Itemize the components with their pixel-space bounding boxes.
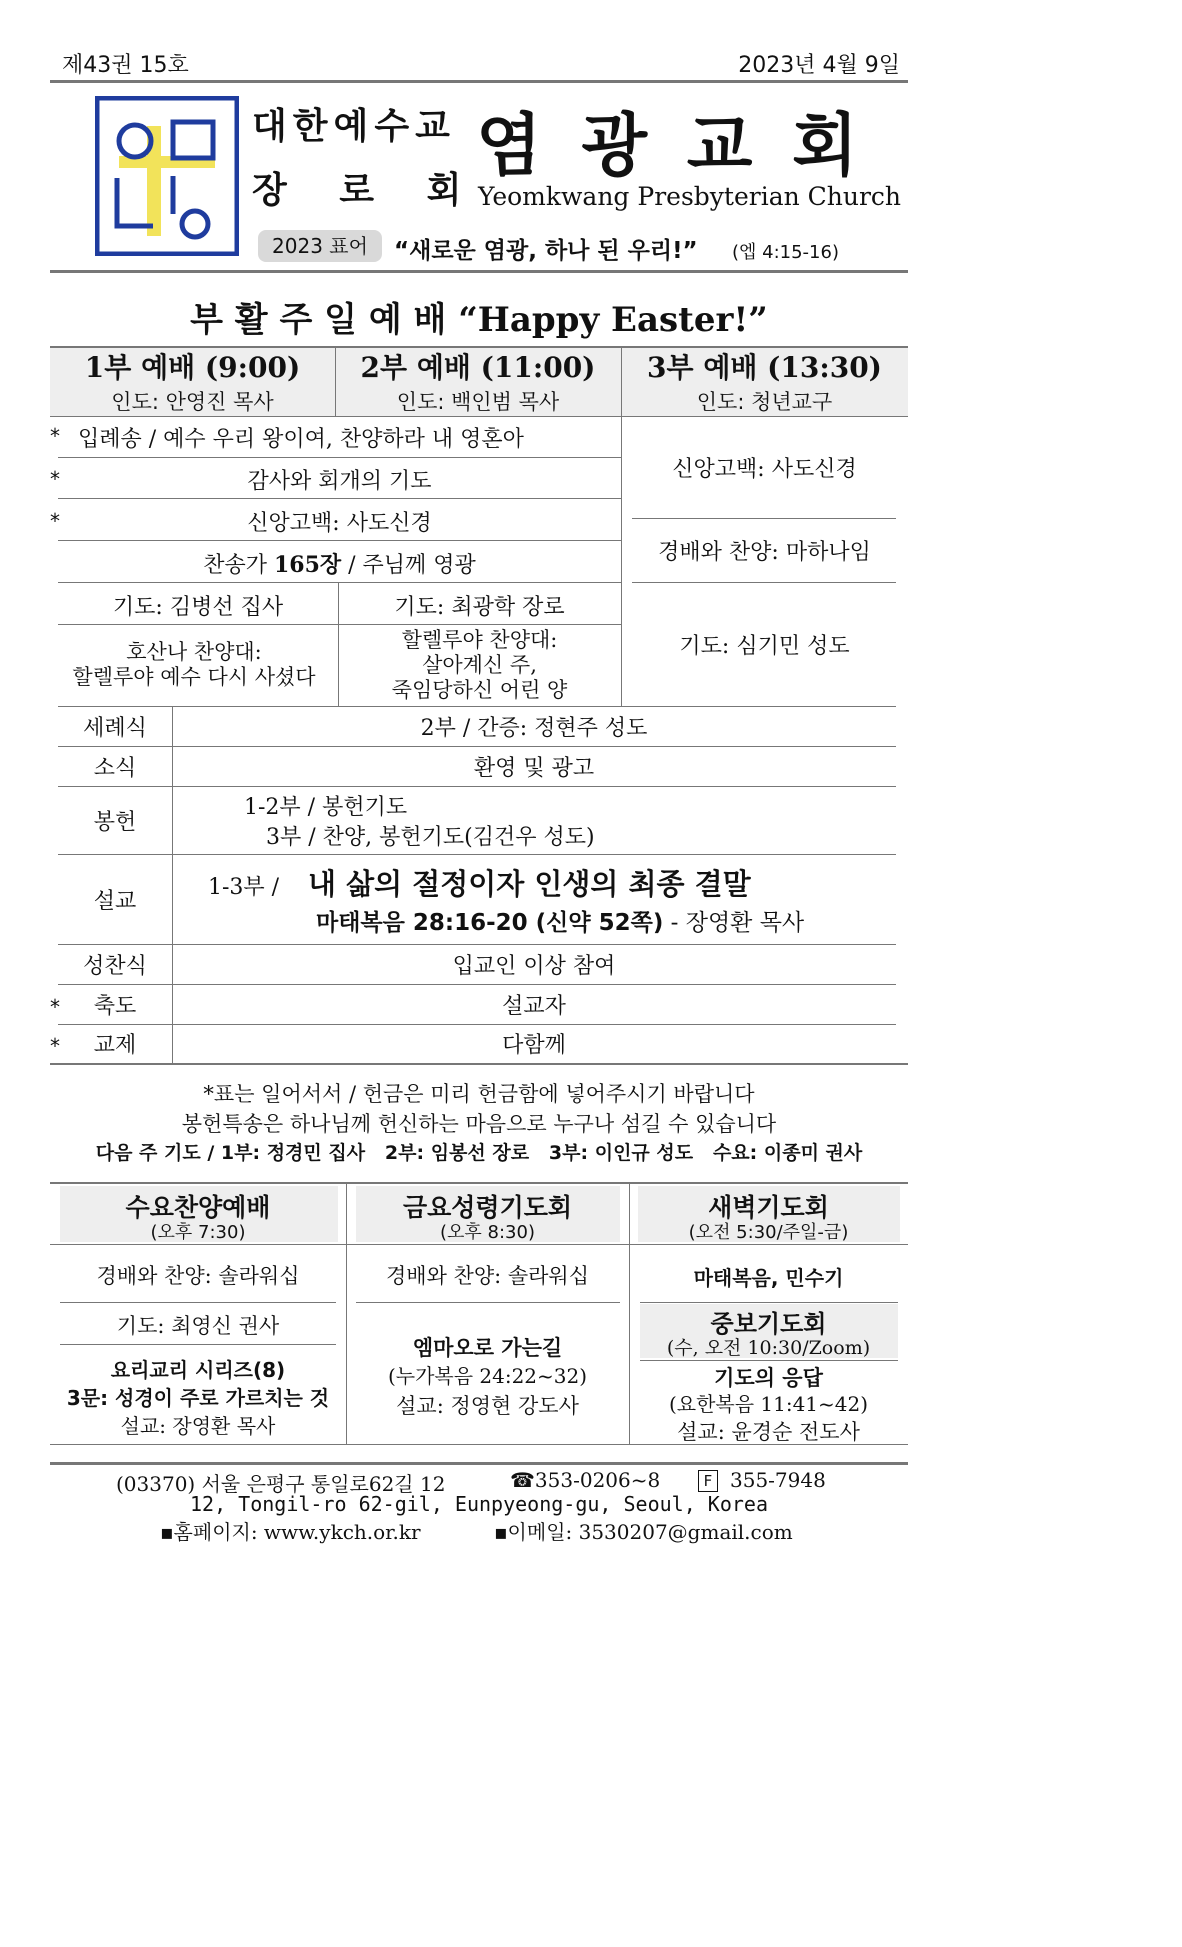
wed-rule-2 <box>60 1344 336 1345</box>
motto-reference: (엡 4:15-16) <box>732 242 839 263</box>
service-1-leader: 인도: 안영진 목사 <box>111 390 274 414</box>
church-homepage[interactable]: ▪홈페이지: www.ykch.or.kr <box>160 1520 421 1544</box>
denomination-line2: 장 로 회 <box>252 170 482 211</box>
intercession-time: (수, 오전 10:30/Zoom) <box>666 1337 871 1359</box>
footer-rule <box>50 1462 908 1465</box>
prayer-service-2: 기도: 최광학 장로 <box>394 595 565 620</box>
fri-scripture: (누가복음 24:22~32) <box>387 1364 588 1388</box>
choir-1-name: 호산나 찬양대: <box>126 640 262 664</box>
church-name: 염 광 교 회 <box>476 107 866 186</box>
church-logo <box>95 96 239 256</box>
fellowship-value: 다함께 <box>502 1033 566 1058</box>
service-3-name: 3부 예배 (13:30) <box>647 351 882 384</box>
fri-preacher: 설교: 정영현 강도사 <box>396 1394 579 1418</box>
order-hymn-pre: 찬송가 <box>203 553 274 578</box>
header-top-rule <box>50 80 908 83</box>
standing-mark: * <box>50 995 60 1019</box>
denomination-line1: 대한예수교 <box>252 106 456 147</box>
order-rule-1 <box>58 457 621 458</box>
church-name-english: Yeomkwang Presbyterian Church <box>478 182 902 211</box>
service-2-name: 2부 예배 (11:00) <box>360 351 596 384</box>
dawn-service-time: (오전 5:30/주일-금) <box>688 1222 849 1243</box>
note-special-offering: 봉헌특송은 하나님께 헌신하는 마음으로 누구나 섬길 수 있습니다 <box>181 1112 777 1136</box>
order-rule-2 <box>58 498 621 499</box>
fri-service-title: 금요성령기도회 <box>402 1193 573 1222</box>
church-address: (03370) 서울 은평구 통일로62길 12 <box>116 1472 446 1496</box>
motto: “새로운 염광, 하나 된 우리!” <box>394 238 698 264</box>
order-confession-prayer: 감사와 회개의 기도 <box>247 469 432 494</box>
intercession-sermon: 기도의 응답 <box>714 1366 823 1390</box>
wed-preacher: 설교: 장영환 목사 <box>120 1414 276 1438</box>
church-address-english: 12, Tongil-ro 62-gil, Eunpyeong-gu, Seoul, Korea <box>190 1492 768 1516</box>
intercession-title: 중보기도회 <box>710 1310 827 1338</box>
communion-value: 입교인 이상 참여 <box>452 953 616 979</box>
dawn-rule-2 <box>640 1360 898 1361</box>
service-title: 부 활 주 일 예 배 “Happy Easter!” <box>190 300 768 340</box>
standing-mark: * <box>50 424 60 448</box>
weekday-top-rule <box>50 1182 908 1184</box>
communion-label: 성찬식 <box>83 953 147 979</box>
rows-rule-3 <box>58 854 896 855</box>
wed-rule-1 <box>60 1302 336 1303</box>
header-bottom-rule <box>50 270 908 273</box>
sermon-preacher: - 장영환 목사 <box>663 910 805 936</box>
intercession-scripture: (요한복음 11:41~42) <box>668 1392 869 1416</box>
fri-rule-1 <box>356 1302 620 1303</box>
fellowship-label: 교제 <box>93 1033 137 1058</box>
order-rule-4 <box>58 582 621 583</box>
offering-line-1: 1-2부 / 봉헌기도 <box>244 795 408 820</box>
sermon-scripture: 마태복음 28:16-20 (신약 52쪽) <box>316 910 664 936</box>
benediction-value: 설교자 <box>502 993 566 1019</box>
order-hymn-number: 165장 <box>273 552 342 578</box>
offering-line-2: 3부 / 찬양, 봉헌기도(김건우 성도) <box>266 825 595 850</box>
baptism-label: 세례식 <box>83 715 147 741</box>
baptism-value: 2부 / 간증: 정현주 성도 <box>420 715 648 741</box>
dawn-books: 마태복음, 민수기 <box>693 1266 844 1290</box>
order-entrance-hymn: 입례송 / 예수 우리 왕이여, 찬양하라 내 영혼아 <box>78 427 524 452</box>
sermon-label: 설교 <box>93 888 137 914</box>
wed-worship: 경배와 찬양: 솔라워십 <box>96 1264 300 1288</box>
choir-2-name: 할렐루야 찬양대: <box>401 627 558 652</box>
fri-service-time: (오후 8:30) <box>440 1222 535 1243</box>
volume-number: 제43권 15호 <box>62 53 189 78</box>
order-creed: 신앙고백: 사도신경 <box>247 511 432 536</box>
dawn-rule-1 <box>640 1302 898 1303</box>
fri-sermon-title: 엠마오로 가는길 <box>412 1336 563 1360</box>
prayer-service-1: 기도: 김병선 집사 <box>112 595 284 620</box>
order-hymn <box>58 548 621 579</box>
order3-worship: 경배와 찬양: 마하나임 <box>658 539 871 565</box>
motto-tag: 2023 표어 <box>258 230 382 262</box>
news-label: 소식 <box>93 755 137 781</box>
benediction-label: 축도 <box>93 993 137 1019</box>
rows-rule-2 <box>58 786 896 787</box>
order3-creed: 신앙고백: 사도신경 <box>672 456 857 482</box>
order-hymn-post: / 주님께 영광 <box>341 553 476 578</box>
offering-label: 봉헌 <box>93 809 137 835</box>
issue-date: 2023년 4월 9일 <box>738 53 900 78</box>
news-value: 환영 및 광고 <box>473 755 595 781</box>
service-3-leader: 인도: 청년교구 <box>696 390 833 414</box>
wed-series: 요리교리 시리즈(8) <box>110 1358 286 1382</box>
service-1-name: 1부 예배 (9:00) <box>84 351 301 384</box>
order-rule-3 <box>58 540 621 541</box>
standing-mark: * <box>50 467 60 491</box>
choir-service-1 <box>50 624 338 706</box>
wed-service-title: 수요찬양예배 <box>125 1193 271 1222</box>
sermon-reference-line <box>316 904 804 937</box>
church-fax: 355-7948 <box>730 1468 826 1492</box>
choir-service-2 <box>338 624 621 706</box>
church-phone: ☎353-0206~8 <box>510 1468 661 1492</box>
sermon-prefix: 1-3부 / <box>208 875 280 900</box>
intercession-preacher: 설교: 윤경순 전도사 <box>677 1420 860 1444</box>
choir-2-anthem-1: 살아계신 주, <box>422 652 537 677</box>
note-standing: *표는 일어서서 / 헌금은 미리 헌금함에 넣어주시기 바랍니다 <box>203 1082 755 1106</box>
wed-service-time: (오후 7:30) <box>150 1222 246 1243</box>
wed-catechism-question: 3문: 성경이 주로 가르치는 것 <box>66 1386 330 1410</box>
standing-mark: * <box>50 1034 60 1058</box>
next-week-prayer: 다음 주 기도 / 1부: 정경민 집사 2부: 임봉선 장로 3부: 이인규 성도 수요: 이종미 권사 <box>95 1142 863 1164</box>
wed-prayer: 기도: 최영신 권사 <box>116 1314 280 1338</box>
fax-icon: F <box>698 1470 718 1492</box>
standing-mark: * <box>50 509 60 533</box>
sermon-title: 내 삶의 절정이자 인생의 최종 결말 <box>308 867 751 901</box>
fri-worship: 경배와 찬양: 솔라워십 <box>386 1264 589 1288</box>
rows-bottom-rule <box>50 1063 908 1065</box>
church-email[interactable]: ▪이메일: 3530207@gmail.com <box>494 1520 793 1544</box>
dawn-service-title: 새벽기도회 <box>708 1193 829 1222</box>
choir-1-anthem: 할렐루야 예수 다시 사셨다 <box>72 665 316 689</box>
weekday-header-rule <box>50 1244 908 1245</box>
choir-2-anthem-2: 죽임당하신 어린 양 <box>391 677 568 702</box>
order3-prayer: 기도: 심기민 성도 <box>679 633 850 659</box>
service-2-leader: 인도: 백인범 목사 <box>396 390 560 414</box>
